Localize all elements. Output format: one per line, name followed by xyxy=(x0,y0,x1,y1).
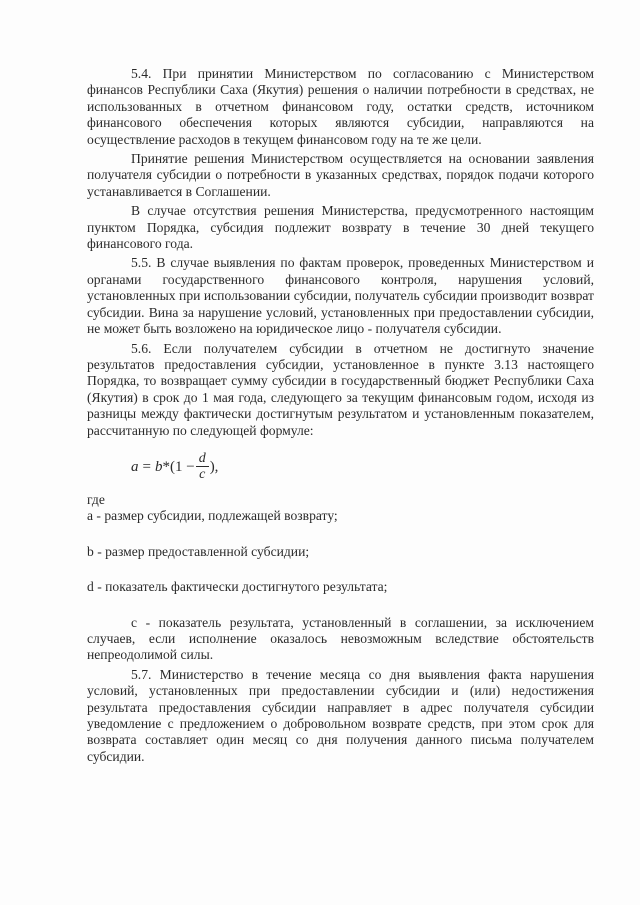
paragraph-5-4-refund: В случае отсутствия решения Министерства, предусмотренного настоящим пунктом Порядка, субсидия подлежит возврату в течение 30 дней текущего финансового года. xyxy=(87,203,594,252)
formula-b: b xyxy=(154,458,163,475)
formula-multiply: * xyxy=(162,458,170,475)
definition-c: с - показатель результата, установленный в соглашении, за исключением случаев, если исполнение оказалось невозможным вследствие обстоятельств непреодолимой силы. xyxy=(87,614,594,663)
refund-formula xyxy=(131,444,594,490)
paragraph-5-5: 5.5. В случае выявления по фактам проверок, проведенных Министерством и органами государственного финансового контроля, нарушения условий, установленных при использовании субсидии, получатель субсидии производит возврат субсидии. Вина за нарушение условий, установленных при предоставлении субсидии, не может быть возложено на юридическое лицо - получателя субсидии. xyxy=(87,255,594,337)
paragraph-5-4: 5.4. При принятии Министерством по согласованию с Министерством финансов Республики Саха (Якутия) решения о наличии потребности в средствах, не использованных в отчетном финансовом году, остатки средств, источником финансового обеспечения которых являются субсидии, направляются на осуществление расходов в текущем финансовом году на те же цели. xyxy=(87,66,594,147)
formula-open: (1 − xyxy=(169,458,195,475)
paragraph-5-4-decision: Принятие решения Министерством осуществляется на основании заявления получателя субсидии о потребности в указанных средствах, порядок подачи которого устанавливается в Соглашении. xyxy=(87,151,594,199)
formula-numerator: d xyxy=(198,451,206,467)
formula-equals: = xyxy=(142,458,151,475)
formula-denominator: c xyxy=(199,467,206,483)
paragraph-5-7: 5.7. Министерство в течение месяца со дня выявления факта нарушения условий, установленных при предоставлении субсидии и (или) недостижения результата предоставления субсидии направляет в адрес получателя субсидии уведомление с предложением о добровольном возврате средств, при этом срок для возврата составляет один месяц со дня получения данного письма получателем субсидии. xyxy=(87,666,594,764)
paragraph-5-6: 5.6. Если получателем субсидии в отчетном не достигнуто значение результатов предоставления субсидии, установленное в пункте 3.13 настоящего Порядка, то возвращает сумму субсидии в государственный бюджет Республики Саха (Якутия) в срок до 1 мая года, следующего за текущим финансовым годом, исходя из разницы между фактически достигнутым результатом и установленным показателем, рассчитанную по следующей формуле: xyxy=(87,340,594,438)
formula-fraction xyxy=(196,451,209,482)
definition-d: d - показатель фактически достигнутого результата; xyxy=(87,579,388,595)
formula-close: ), xyxy=(209,458,219,475)
where-label: где xyxy=(87,491,105,507)
formula-lhs: a xyxy=(131,458,139,475)
definition-b: b - размер предоставленной субсидии; xyxy=(87,543,310,559)
definition-a: а - размер субсидии, подлежащей возврату; xyxy=(87,508,338,524)
